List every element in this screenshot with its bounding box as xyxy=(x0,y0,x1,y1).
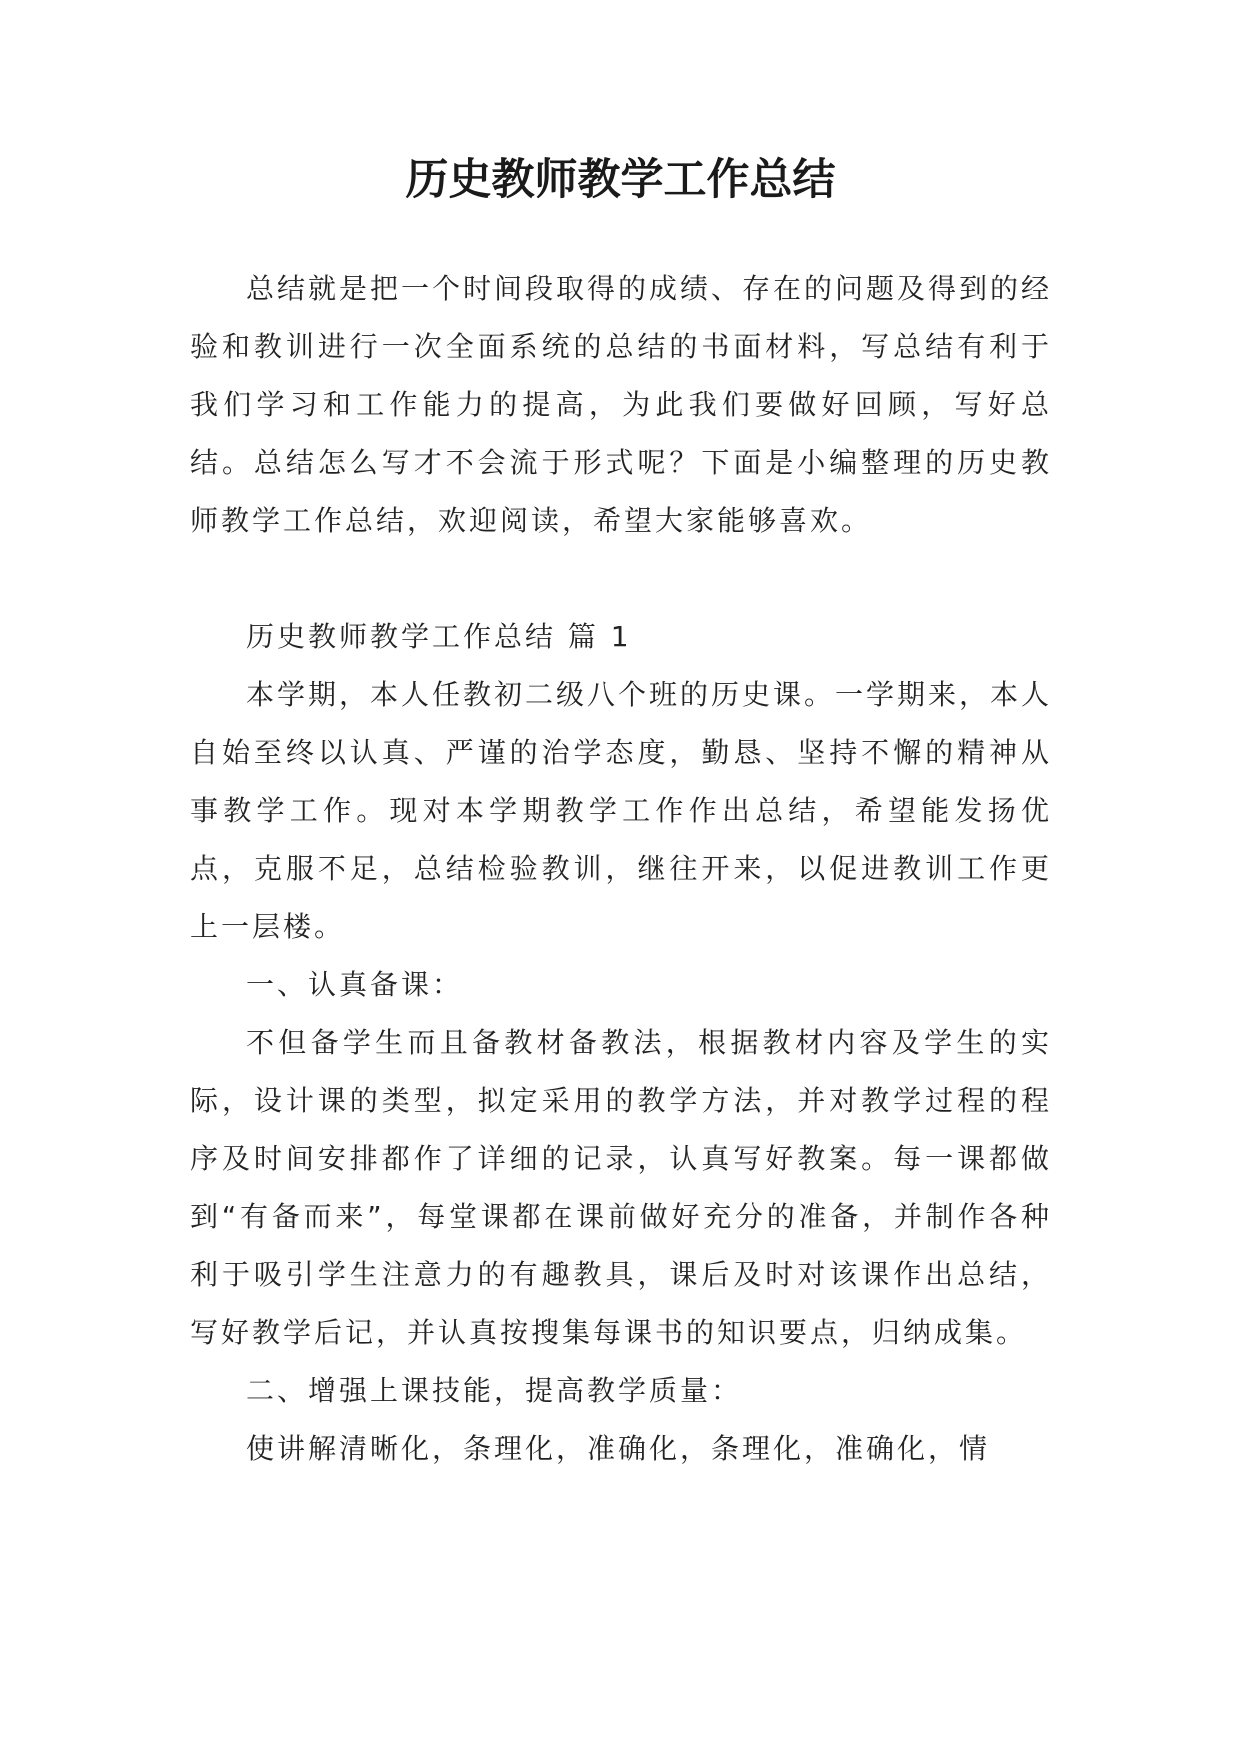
section-heading: 历史教师教学工作总结 篇 1 xyxy=(246,620,632,653)
body-paragraph: 本学期，本人任教初二级八个班的历史课。一学期来，本人自始至终以认真、严谨的治学态度，勤恳、坚持不懈的精神从事教学工作。现对本学期教学工作作出总结，希望能发扬优点，克服不足，总结检验教训，继往开来，以促进教训工作更上一层楼。 xyxy=(190,678,1053,943)
body-paragraph: 不但备学生而且备教材备教法，根据教材内容及学生的实际，设计课的类型，拟定采用的教学方法，并对教学过程的程序及时间安排都作了详细的记录，认真写好教案。每一课都做到“有备而来”，每堂课都在课前做好充分的准备，并制作各种利于吸引学生注意力的有趣教具，课后及时对该课作出总结，写好教学后记，并认真按搜集每课书的知识要点，归纳成集。 xyxy=(190,1026,1052,1349)
intro-paragraph: 总结就是把一个时间段取得的成绩、存在的问题及得到的经验和教训进行一次全面系统的总结的书面材料，写总结有利于我们学习和工作能力的提高，为此我们要做好回顾，写好总结。总结怎么写才不会流于形式呢？下面是小编整理的历史教师教学工作总结，欢迎阅读，希望大家能够喜欢。 xyxy=(190,272,1053,537)
subheading-1: 一、认真备课： xyxy=(246,968,464,1001)
document-body xyxy=(190,260,1052,1478)
subheading-2: 二、增强上课技能，提高教学质量： xyxy=(246,1374,743,1407)
document-title: 历史教师教学工作总结 xyxy=(405,155,836,205)
body-paragraph: 使讲解清晰化，条理化，准确化，条理化，准确化，情 xyxy=(246,1432,991,1465)
